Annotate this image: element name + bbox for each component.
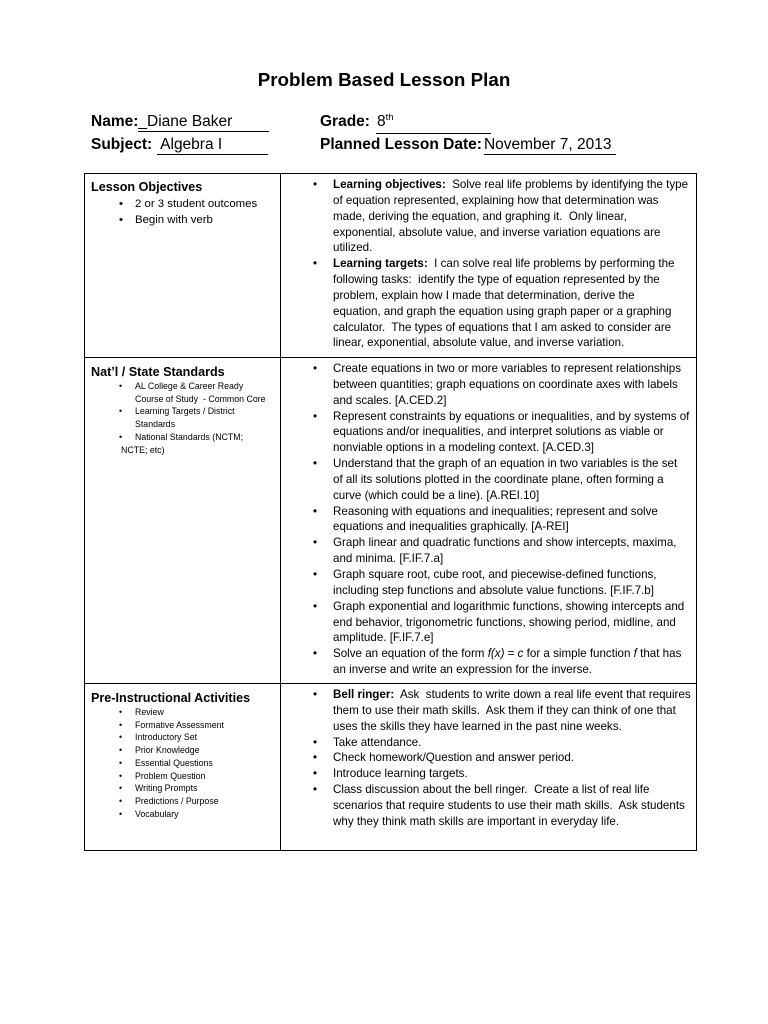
guide-item: [91, 770, 280, 783]
item-text: Ask students to write down a real life event that requires: [394, 688, 691, 701]
activities-content-cell: [281, 684, 696, 850]
grade-value: [376, 113, 491, 134]
guide-item: [91, 795, 280, 808]
item-line: amplitude. [F.IF.7.e]: [333, 631, 434, 645]
item-text: I can solve real life problems by performing the: [427, 257, 675, 271]
item-text: for a simple function: [523, 647, 634, 661]
item-line: equation, and graph the equation using graph paper or a graphing: [333, 304, 672, 318]
standard-item: [313, 535, 696, 567]
guide-line: Vocabulary: [135, 808, 179, 819]
activities-heading: Pre-Instructional Activities: [91, 691, 251, 705]
bullet-icon: •: [119, 732, 123, 743]
guide-line: Standards: [135, 419, 176, 430]
item-line: [333, 687, 696, 703]
item-line: [333, 646, 696, 662]
item-line: Understand that the graph of an equation in two variables is the set: [333, 457, 678, 471]
lesson-date-label: Planned Lesson Date:: [320, 136, 482, 153]
guide-line: Introductory Set: [135, 732, 198, 743]
standard-item: [313, 361, 696, 409]
subject-field: [91, 136, 268, 155]
bullet-icon: •: [313, 536, 318, 550]
bullet-icon: •: [313, 599, 318, 613]
item-line: of equation represented, explaining how that determination was: [333, 193, 659, 207]
bell-ringer-item: [313, 687, 696, 735]
bullet-icon: •: [313, 735, 318, 749]
learning-objectives-item: [313, 177, 696, 256]
item-line: and minima. [F.IF.7.a]: [333, 552, 444, 566]
guide-line: Predictions / Purpose: [135, 795, 219, 806]
item-line: uses the skills they have learned in the past nine weeks.: [333, 719, 622, 733]
standard-item: [313, 409, 696, 457]
guide-line: National Standards (NCTM;: [135, 431, 244, 442]
item-line: Graph linear and quadratic functions and show intercepts, maxima,: [333, 536, 677, 550]
bullet-icon: •: [119, 795, 123, 806]
guide-line: AL College & Career Ready: [135, 381, 244, 391]
item-line: equations and inequalities graphically. [A-REI]: [333, 520, 569, 534]
item-line: calculator. The types of equations that I am asked to consider are: [333, 320, 672, 334]
item-line: Reasoning with equations and inequalities; represent and solve: [333, 504, 658, 518]
name-value: _Diane Baker: [138, 113, 269, 132]
item-line: equations and/or inequalities, and interpret solutions as viable or: [333, 425, 664, 439]
item-line: an inverse and write an expression for the inverse.: [333, 663, 593, 677]
item-text: that has: [636, 647, 682, 661]
guide-item: [91, 719, 280, 732]
bullet-icon: •: [313, 783, 318, 797]
standard-item: [313, 567, 696, 599]
guide-line: Prior Knowledge: [135, 745, 200, 756]
objectives-heading: Lesson Objectives: [91, 180, 203, 194]
grade-number: 8: [376, 113, 386, 130]
standards-guide-list: [91, 380, 280, 456]
item-line: made, deriving the equation, and graphing it. Only linear,: [333, 209, 627, 223]
item-line: Check homework/Question and answer period.: [333, 751, 575, 765]
item-text: Solve an equation of the form: [333, 647, 488, 661]
item-line: Class discussion about the bell ringer. Create a list of real life: [333, 783, 650, 797]
item-line: Graph exponential and logarithmic functions, showing intercepts and: [333, 599, 685, 613]
item-line: why they think math skills are important in everyday life.: [333, 814, 620, 828]
math-expression: c: [517, 647, 524, 661]
guide-line: Essential Questions: [135, 757, 213, 768]
objectives-content-cell: [281, 174, 696, 357]
activities-row: [85, 684, 696, 850]
name-label: Name:: [91, 113, 139, 130]
bullet-icon: •: [313, 409, 318, 423]
bullet-icon: •: [313, 767, 318, 781]
item-line: following tasks: identify the type of equation represented by the: [333, 273, 660, 287]
guide-item: [91, 757, 280, 770]
bullet-icon: •: [313, 362, 318, 375]
guide-item: [91, 731, 280, 744]
guide-item: [91, 782, 280, 795]
standards-heading: Nat’l / State Standards: [91, 365, 225, 379]
name-field: [91, 113, 269, 132]
item-text: =: [504, 647, 518, 661]
item-line: Create equations in two or more variables to represent relationships: [333, 362, 681, 375]
item-line: curve (which could be a line). [A.REI.10]: [333, 488, 540, 502]
math-expression: f(x): [487, 647, 505, 661]
item-line: Introduce learning targets.: [333, 767, 468, 781]
bullet-icon: •: [313, 751, 318, 765]
objectives-label-cell: [85, 174, 281, 357]
item-line: exponential, absolute value, and inverse variation equations are: [333, 225, 661, 239]
guide-line: 2 or 3 student outcomes: [135, 198, 258, 210]
lesson-date-field: [320, 136, 616, 155]
item-lead: Learning objectives:: [333, 178, 446, 191]
bullet-icon: •: [119, 757, 123, 768]
standards-label-cell: [85, 358, 281, 683]
bullet-icon: •: [313, 178, 318, 191]
item-line: end behavior, trigonometric functions, showing period, midline, and: [333, 615, 676, 629]
bullet-icon: •: [119, 719, 123, 730]
activities-label-cell: [85, 684, 281, 850]
bullet-icon: •: [119, 431, 123, 442]
guide-item: [91, 213, 280, 229]
standard-item: [313, 599, 696, 647]
item-lead: Learning targets:: [333, 257, 428, 271]
guide-line: Learning Targets / District: [135, 406, 235, 417]
objectives-guide-list: [91, 197, 280, 228]
item-lead: Bell ringer:: [333, 688, 395, 701]
item-line: between quantities; graph equations on coordinate axes with labels: [333, 377, 678, 391]
item-line: them to use their math skills. Ask them if they can think of one that: [333, 703, 676, 717]
bullet-icon: •: [313, 688, 318, 701]
standard-item: [313, 504, 696, 536]
guide-item: [91, 744, 280, 757]
bullet-icon: •: [313, 504, 318, 518]
grade-label: Grade:: [320, 113, 370, 130]
item-line: Represent constraints by equations or inequalities, and by systems of: [333, 409, 690, 423]
guide-line: Problem Question: [135, 770, 206, 781]
guide-line: Review: [135, 707, 164, 717]
guide-line: NCTE; etc): [121, 444, 165, 455]
item-line: and scales. [A.CED.2]: [333, 393, 447, 407]
bullet-icon: •: [119, 770, 123, 781]
objectives-row: [85, 174, 696, 358]
bullet-icon: •: [119, 381, 123, 391]
item-line: nonviable options in a modeling context. [A.CED.3]: [333, 441, 595, 455]
guide-line: Writing Prompts: [135, 783, 198, 794]
guide-line: Begin with verb: [135, 213, 213, 226]
guide-item: [91, 431, 280, 456]
math-expression: f: [633, 647, 637, 661]
item-line: Take attendance.: [333, 735, 422, 749]
bullet-icon: •: [119, 783, 123, 794]
bullet-icon: •: [119, 707, 123, 717]
activity-item: [313, 782, 696, 830]
guide-item: [91, 405, 280, 430]
item-line: [333, 177, 696, 193]
item-line: Graph square root, cube root, and piecewise-defined functions,: [333, 567, 657, 581]
bullet-icon: •: [313, 257, 318, 271]
subject-label: Subject:: [91, 136, 153, 153]
guide-item: [91, 706, 280, 719]
learning-targets-item: [313, 256, 696, 351]
activities-guide-list: [91, 706, 280, 820]
grade-ordinal-suffix: th: [385, 112, 394, 123]
bullet-icon: •: [313, 567, 318, 581]
bullet-icon: •: [119, 745, 123, 756]
standard-item: [313, 646, 696, 678]
standards-content-cell: [281, 358, 696, 683]
guide-line: Course of Study - Common Core: [135, 393, 266, 404]
item-line: problem, explain how I made that determination, derive the: [333, 288, 635, 302]
lesson-date-value: November 7, 2013: [484, 136, 616, 155]
item-line: scenarios that require students to use their math skills. Ask students: [333, 798, 685, 812]
grade-field: [320, 113, 491, 134]
item-text: Solve real life problems by identifying the type: [445, 178, 689, 191]
bullet-icon: •: [119, 808, 123, 819]
guide-item: [91, 808, 280, 821]
bullet-icon: •: [313, 457, 318, 471]
bullet-icon: •: [119, 198, 123, 210]
guide-line: Formative Assessment: [135, 719, 224, 730]
item-line: [333, 256, 696, 272]
item-line: linear, exponential, absolute value, and inverse variation.: [333, 336, 625, 350]
activity-item: [313, 735, 696, 751]
guide-item: [91, 380, 280, 405]
item-line: including step functions and absolute value functions. [F.IF.7.b]: [333, 583, 654, 597]
bullet-icon: •: [119, 213, 123, 226]
standards-row: [85, 358, 696, 684]
lesson-plan-table: [84, 173, 697, 851]
subject-value: Algebra I: [157, 136, 268, 155]
activity-item: [313, 766, 696, 782]
activity-item: [313, 750, 696, 766]
bullet-icon: •: [119, 406, 123, 417]
document-title: Problem Based Lesson Plan: [257, 69, 511, 90]
item-line: utilized.: [333, 241, 373, 255]
guide-item: [91, 197, 280, 213]
bullet-icon: •: [313, 647, 318, 661]
item-line: of all its solutions plotted in the coordinate plane, often forming a: [333, 472, 664, 486]
standard-item: [313, 456, 696, 504]
